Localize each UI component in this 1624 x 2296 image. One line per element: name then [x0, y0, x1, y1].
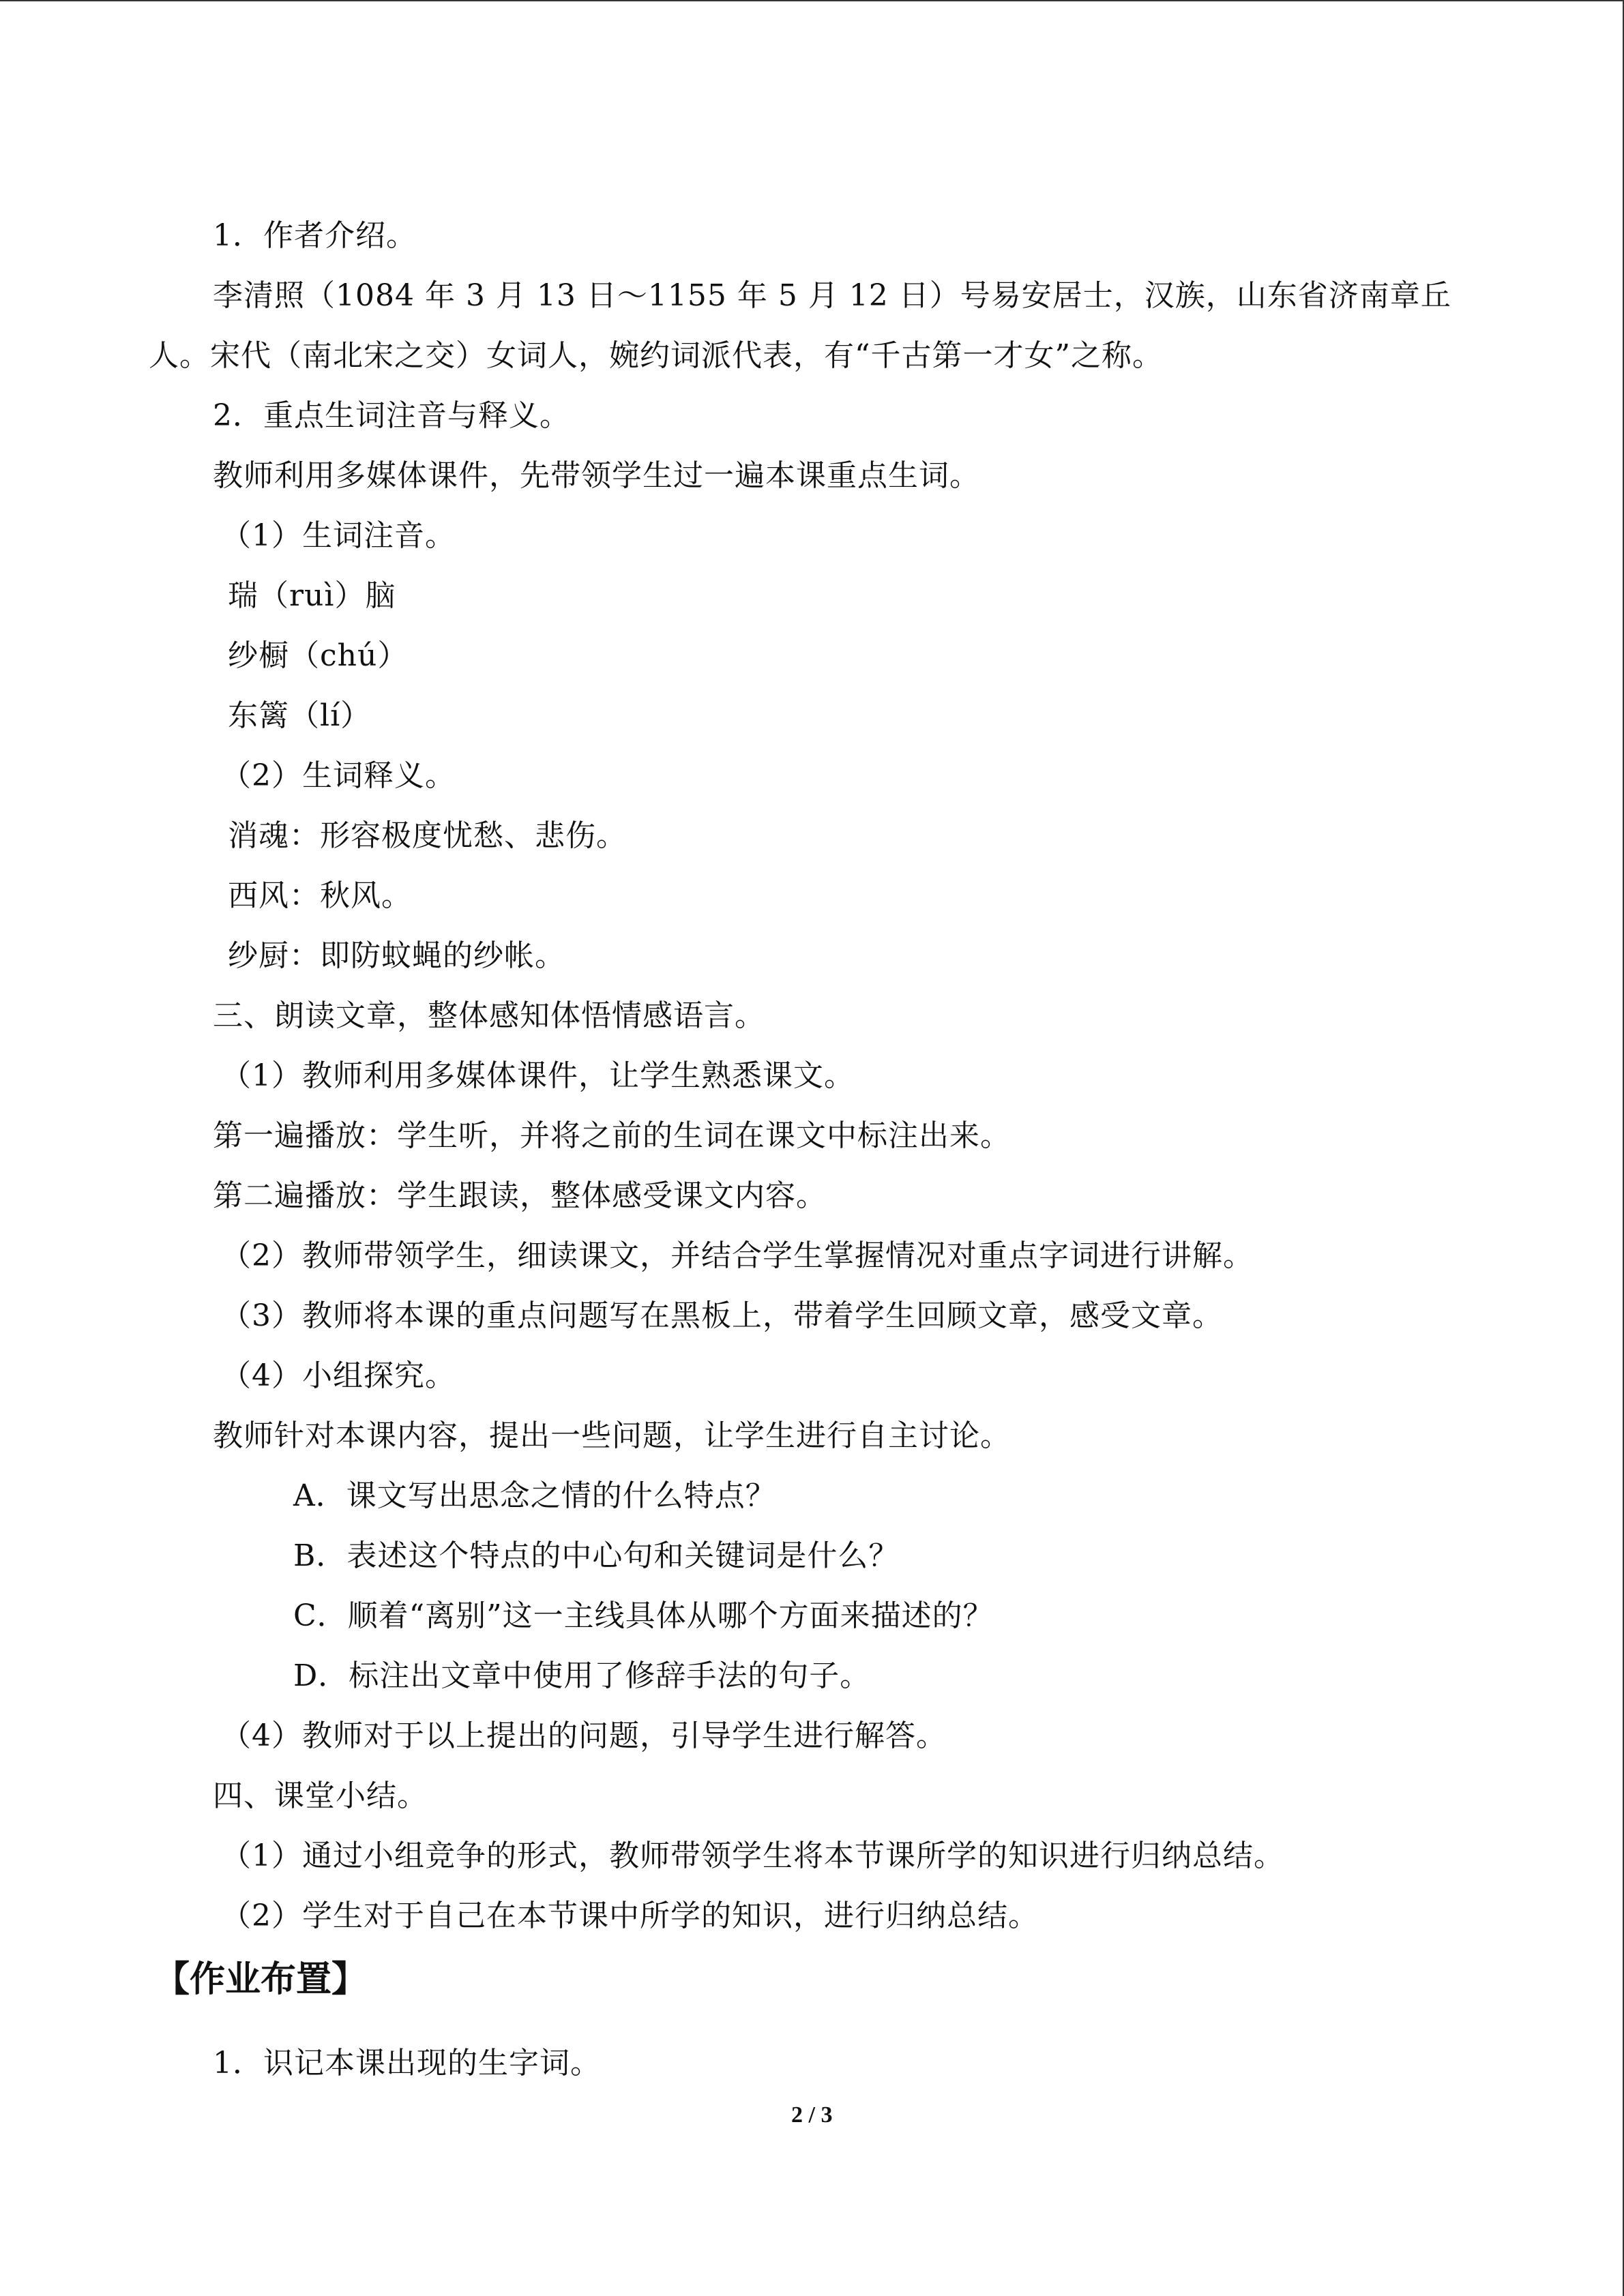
paragraph-line: 纱橱（chú）	[228, 638, 409, 673]
list-item: C．顺着“离别”这一主线具体从哪个方面来描述的？	[293, 1598, 994, 1633]
paragraph-line: 西风：秋风。	[228, 878, 412, 913]
paragraph-line: 教师针对本课内容，提出一些问题，让学生进行自主讨论。	[213, 1418, 1011, 1453]
paragraph-line: 李清照（1084 年 3 月 13 日～1155 年 5 月 12 日）号易安居士，汉族，山东省济南章丘	[213, 278, 1451, 313]
paragraph-line: 第二遍播放：学生跟读，整体感受课文内容。	[213, 1178, 827, 1213]
paragraph-line: （4）教师对于以上提出的问题，引导学生进行解答。	[221, 1718, 947, 1753]
paragraph-line: 教师利用多媒体课件，先带领学生过一遍本课重点生词。	[213, 458, 980, 493]
paragraph-line: 2．重点生词注音与释义。	[213, 398, 570, 433]
paragraph-line: （1）通过小组竞争的形式，教师带领学生将本节课所学的知识进行归纳总结。	[221, 1838, 1284, 1873]
paragraph-line: 瑞（ruì）脑	[228, 578, 396, 613]
paragraph-line: 1．识记本课出现的生字词。	[213, 2046, 601, 2081]
paragraph-line: （3）教师将本课的重点问题写在黑板上，带着学生回顾文章，感受文章。	[221, 1298, 1223, 1333]
paragraph-line: 1．作者介绍。	[213, 218, 417, 253]
paragraph-line: 三、朗读文章，整体感知体悟情感语言。	[213, 998, 765, 1033]
paragraph-line: 第一遍播放：学生听，并将之前的生词在课文中标注出来。	[213, 1118, 1011, 1153]
list-item: B．表述这个特点的中心句和关键词是什么？	[293, 1538, 900, 1573]
homework-heading: 【作业布置】	[154, 1959, 368, 2000]
paragraph-line: 东篱（lí）	[228, 698, 372, 733]
paragraph-line: 消魂：形容极度忧愁、悲伤。	[228, 818, 627, 853]
paragraph-line: （1）教师利用多媒体课件，让学生熟悉课文。	[221, 1058, 855, 1093]
paragraph-line: （2）学生对于自己在本节课中所学的知识，进行归纳总结。	[221, 1898, 1039, 1933]
paragraph-line: （2）教师带领学生，细读课文，并结合学生掌握情况对重点字词进行讲解。	[221, 1238, 1254, 1273]
list-item: D．标注出文章中使用了修辞手法的句子。	[293, 1658, 871, 1693]
paragraph-line: （4）小组探究。	[221, 1358, 456, 1393]
paragraph-line: （1）生词注音。	[221, 518, 456, 553]
paragraph-line: 纱厨：即防蚊蝇的纱帐。	[228, 938, 565, 973]
list-item: A．课文写出思念之情的什么特点？	[293, 1478, 776, 1513]
paragraph-line: 四、课堂小结。	[213, 1778, 428, 1813]
paragraph-line: 人。宋代（南北宋之交）女词人，婉约词派代表，有“千古第一才女”之称。	[149, 338, 1163, 373]
page-number: 2 / 3	[791, 2102, 833, 2128]
paragraph-line: （2）生词释义。	[221, 758, 456, 793]
